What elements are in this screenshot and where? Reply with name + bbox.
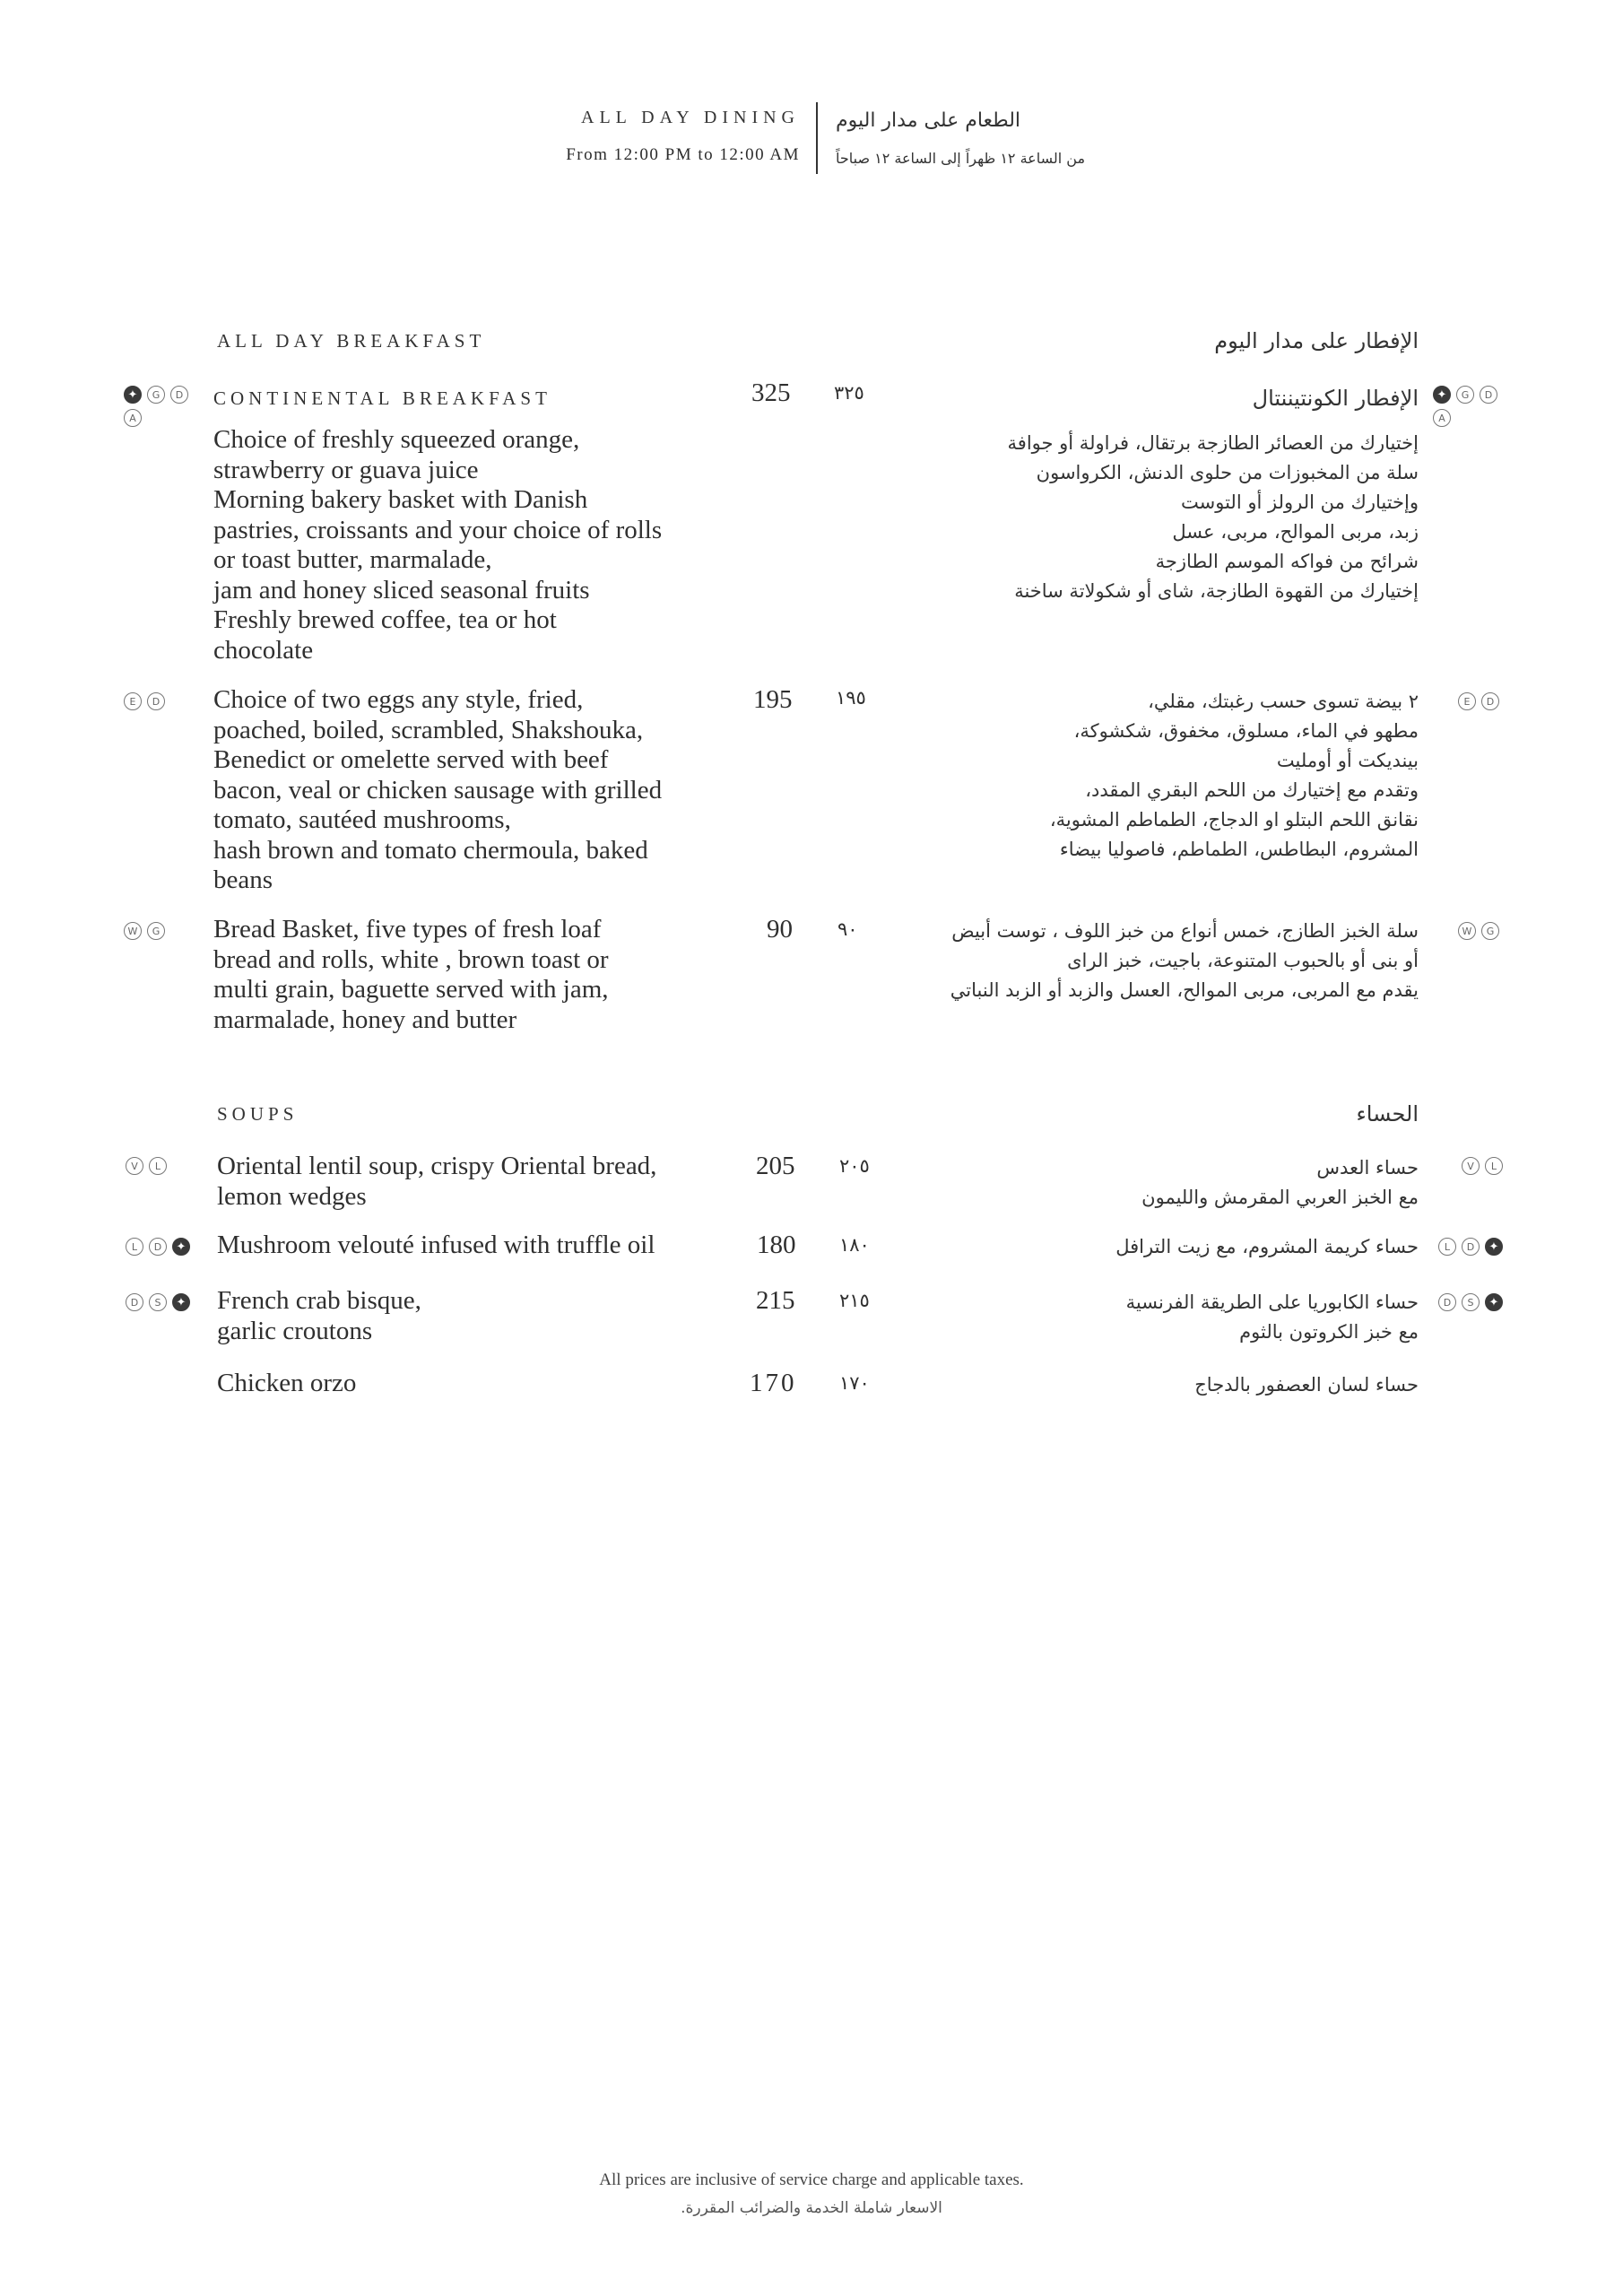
desc-line: bread and rolls, white , brown toast or [213,944,609,974]
allergen-icon: A [1433,409,1451,427]
desc-line: حساء لسان العصفور بالدجاج [1194,1374,1419,1396]
dairy-icon: D [1480,386,1497,404]
dairy-icon: D [1462,1238,1480,1256]
header-hours-ar: من الساعة ١٢ ظهراً إلى الساعة ١٢ صباحاً [836,150,1086,167]
vegetarian-icon: L [149,1157,167,1175]
dietary-icons-soup-2-en [126,1238,190,1256]
item-desc-eggs-en [213,685,751,896]
header-hours-en: From 12:00 PM to 12:00 AM [566,145,800,164]
desc-line: وإختيارك من الرولز أو التوست [1181,491,1419,513]
shellfish-icon: S [149,1293,167,1311]
dietary-icons-continental-ar [1433,386,1505,427]
section-title-breakfast-ar: الإفطار على مدار اليوم [1214,328,1419,353]
item-desc-continental-ar [809,429,1419,606]
item-price-continental-ar: ٣٢٥ [834,382,864,404]
desc-line: Chicken orzo [217,1369,357,1397]
dietary-icons-soup-2-ar [1438,1238,1503,1256]
dietary-icons-eggs-ar [1458,692,1499,710]
desc-line: garlic croutons [217,1316,373,1345]
soup-desc-3-ar [881,1288,1419,1347]
gluten-icon: G [147,386,165,404]
item-desc-eggs-ar [809,687,1419,865]
item-price-continental-en: 325 [751,378,791,407]
header-divider [816,102,818,174]
vegetarian-icon: L [1485,1157,1503,1175]
globe-icon: ✦ [1485,1238,1503,1256]
dietary-icons-soup-3-en [126,1293,190,1311]
desc-line: pastries, croissants and your choice of rolls [213,515,663,544]
dietary-icons-continental-en [124,386,195,427]
soup-price-4-ar: ١٧٠ [839,1372,870,1394]
gluten-icon: G [147,922,165,940]
globe-icon: ✦ [1485,1293,1503,1311]
dietary-icons-soup-1-en [126,1157,167,1175]
dietary-icons-eggs-en [124,692,165,710]
desc-line: سلة الخبز الطازج، خمس أنواع من خبز اللوف ، توست أبيض [951,920,1419,942]
soup-price-4-en: 170 [750,1369,797,1397]
section-title-soups-en: SOUPS [217,1103,299,1125]
desc-line: زبد، مربى الموالح، مربى، عسل [1172,521,1419,543]
soup-price-2-en: 180 [757,1231,796,1259]
dairy-icon: D [1481,692,1499,710]
desc-line: jam and honey sliced seasonal fruits [213,575,590,604]
dairy-icon: D [1438,1293,1456,1311]
soup-price-1-en: 205 [756,1152,795,1180]
gluten-icon: G [1456,386,1474,404]
desc-line: Morning bakery basket with Danish [213,485,588,514]
dairy-icon: D [170,386,188,404]
vegan-icon: V [126,1157,143,1175]
desc-line: ٢ بيضة تسوى حسب رغبتك، مقلي، [1148,691,1419,712]
egg-icon: E [124,692,142,710]
dietary-icons-bread-en [124,922,165,940]
item-desc-bread-en [213,915,751,1035]
desc-line: lemon wedges [217,1181,367,1211]
soup-desc-1-en [217,1152,755,1212]
header-title-en: ALL DAY DINING [581,108,800,127]
globe-icon: ✦ [124,386,142,404]
item-price-eggs-ar: ١٩٥ [836,687,866,709]
desc-line: يقدم مع المربى، مربى الموالح، العسل والزبد أو الزبد النباتي [950,979,1419,1001]
desc-line: حساء الكابوريا على الطريقة الفرنسية [1125,1292,1419,1313]
dairy-icon: D [147,692,165,710]
item-title-continental-ar: الإفطار الكونتيننتال [1252,386,1419,411]
soup-price-2-ar: ١٨٠ [839,1234,870,1256]
soup-price-1-ar: ٢٠٥ [839,1155,870,1177]
wheat-icon: W [124,922,142,940]
desc-line: poached, boiled, scrambled, Shakshouka, [213,715,644,744]
desc-line: chocolate [213,635,314,665]
desc-line: حساء كريمة المشروم، مع زيت الترافل [1115,1236,1419,1257]
desc-line: وتقدم مع إختيارك من اللحم البقري المقدد، [1085,779,1419,801]
item-desc-continental-en [213,425,751,665]
allergen-icon: A [124,409,142,427]
desc-line: مع خبز الكروتون بالثوم [1239,1321,1419,1343]
item-price-bread-ar: ٩٠ [838,918,858,940]
desc-line: إختيارك من العصائر الطازجة برتقال، فراولة أو جوافة [1007,432,1419,454]
item-price-eggs-en: 195 [753,685,793,714]
desc-line: marmalade, honey and butter [213,1004,517,1034]
desc-line: المشروم، البطاطس، الطماطم، فاصوليا بيضاء [1059,839,1419,860]
desc-line: French crab bisque, [217,1286,421,1315]
dietary-icons-soup-3-ar [1438,1293,1503,1311]
section-title-soups-ar: الحساء [1356,1101,1419,1126]
desc-line: bacon, veal or chicken sausage with grilled [213,775,663,804]
desc-line: مطهو في الماء، مسلوق، مخفوق، شكشوكة، [1073,720,1419,742]
vegan-icon: V [1462,1157,1480,1175]
desc-line: Oriental lentil soup, crispy Oriental bread, [217,1152,657,1180]
egg-icon: E [1458,692,1476,710]
header-title-ar: الطعام على مدار اليوم [836,109,1021,132]
item-price-bread-en: 90 [767,915,793,944]
desc-line: multi grain, baguette served with jam, [213,975,609,1004]
desc-line: Choice of freshly squeezed orange, [213,425,580,454]
desc-line: إختيارك من القهوة الطازجة، شاى أو شكولاتة ساخنة [1014,580,1419,602]
vegetarian-icon: L [1438,1238,1456,1256]
dairy-icon: D [126,1293,143,1311]
vegetarian-icon: L [126,1238,143,1256]
desc-line: نقانق اللحم البتلو او الدجاج، الطماطم المشوية، [1049,809,1419,831]
soup-desc-3-en [217,1286,755,1346]
item-desc-bread-ar [791,917,1419,1005]
item-title-continental-en: CONTINENTAL BREAKFAST [213,387,551,409]
wheat-icon: W [1458,922,1476,940]
dairy-icon: D [149,1238,167,1256]
desc-line: مع الخبز العربي المقرمش والليمون [1141,1187,1419,1208]
soup-desc-1-ar [881,1153,1419,1213]
desc-line: بينديكت أو أومليت [1276,750,1419,771]
footer-note-ar: الاسعار شاملة الخدمة والضرائب المقررة. [681,2199,942,2217]
desc-line: Choice of two eggs any style, fried, [213,685,584,714]
dietary-icons-bread-ar [1458,922,1499,940]
desc-line: strawberry or guava juice [213,455,479,484]
gluten-icon: G [1481,922,1499,940]
desc-line: Bread Basket, five types of fresh loaf [213,915,602,944]
desc-line: Benedict or omelette served with beef [213,745,609,774]
section-title-breakfast-en: ALL DAY BREAKFAST [217,330,486,352]
soup-desc-2-en [217,1231,755,1261]
desc-line: حساء العدس [1316,1157,1419,1178]
soup-desc-4-ar [881,1370,1419,1400]
shellfish-icon: S [1462,1293,1480,1311]
desc-line: Freshly brewed coffee, tea or hot [213,605,557,634]
globe-icon: ✦ [172,1293,190,1311]
desc-line: hash brown and tomato chermoula, baked [213,835,648,865]
soup-price-3-ar: ٢١٥ [839,1290,870,1311]
desc-line: tomato, sautéed mushrooms, [213,805,511,834]
desc-line: Mushroom velouté infused with truffle oil [217,1231,655,1259]
desc-line: سلة من المخبوزات من حلوى الدنش، الكرواسون [1036,462,1419,483]
soup-desc-4-en [217,1369,755,1399]
desc-line: or toast butter, marmalade, [213,545,492,574]
footer-note-en: All prices are inclusive of service charge and applicable taxes. [599,2170,1024,2189]
desc-line: شرائح من فواكه الموسم الطازجة [1155,551,1419,572]
dietary-icons-soup-1-ar [1462,1157,1503,1175]
desc-line: أو بنى أو بالحبوب المتنوعة، باجيت، خبز الراى [1067,950,1419,971]
globe-icon: ✦ [1433,386,1451,404]
soup-price-3-en: 215 [756,1286,795,1315]
desc-line: beans [213,865,273,894]
soup-desc-2-ar [881,1232,1419,1262]
globe-icon: ✦ [172,1238,190,1256]
